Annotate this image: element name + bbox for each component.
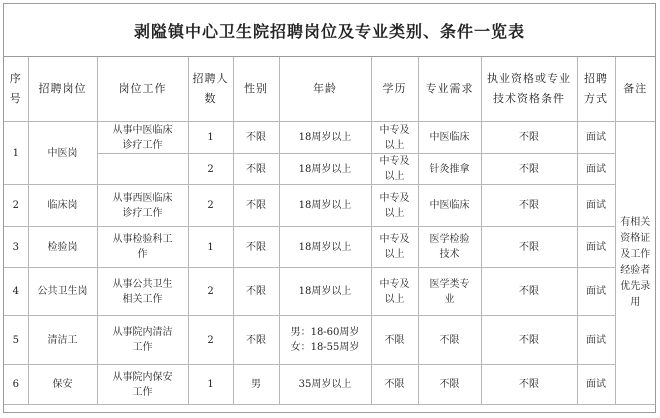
cell-gender: 不限 bbox=[233, 268, 279, 316]
header-method: 招聘方式 bbox=[577, 57, 615, 122]
cell-edu: 中专及以上 bbox=[371, 185, 418, 227]
cell-age: 18周岁以上 bbox=[279, 185, 371, 227]
table-row bbox=[4, 185, 655, 227]
cell-edu: 中专及以上 bbox=[371, 154, 418, 185]
recruitment-table bbox=[4, 57, 655, 405]
cell-duty: 从事院内清洁工作 bbox=[97, 316, 188, 365]
cell-edu: 不限 bbox=[371, 365, 418, 405]
cell-gender: 不限 bbox=[233, 227, 279, 268]
cell-major: 不限 bbox=[418, 316, 481, 365]
cell-qual: 不限 bbox=[481, 185, 577, 227]
cell-count: 1 bbox=[188, 365, 233, 405]
cell-age: 18周岁以上 bbox=[279, 227, 371, 268]
cell-major: 医学类专业 bbox=[418, 268, 481, 316]
header-remark: 备注 bbox=[615, 57, 655, 122]
cell-gender: 男 bbox=[233, 365, 279, 405]
cell-duty: 从事西医临床诊疗工作 bbox=[97, 185, 188, 227]
table-row bbox=[4, 154, 655, 185]
cell-count: 1 bbox=[188, 122, 233, 154]
cell-method: 面试 bbox=[577, 227, 615, 268]
cell-post: 公共卫生岗 bbox=[28, 268, 97, 316]
cell-method: 面试 bbox=[577, 185, 615, 227]
cell-method: 面试 bbox=[577, 365, 615, 405]
cell-method: 面试 bbox=[577, 268, 615, 316]
cell-remark: 有相关资格证及工作经验者优先录用 bbox=[615, 122, 655, 405]
cell-post: 保安 bbox=[28, 365, 97, 405]
cell-seq: 3 bbox=[4, 227, 28, 268]
cell-seq: 5 bbox=[4, 316, 28, 365]
cell-major: 医学检验技术 bbox=[418, 227, 481, 268]
cell-age: 男：18-60周岁 女：18-55周岁 bbox=[279, 316, 371, 365]
cell-method: 面试 bbox=[577, 316, 615, 365]
cell-seq: 1 bbox=[4, 122, 28, 185]
header-edu: 学历 bbox=[371, 57, 418, 122]
header-major: 专业需求 bbox=[418, 57, 481, 122]
cell-edu: 不限 bbox=[371, 316, 418, 365]
cell-qual: 不限 bbox=[481, 316, 577, 365]
cell-major: 不限 bbox=[418, 365, 481, 405]
table-row bbox=[4, 316, 655, 365]
table-row bbox=[4, 122, 655, 154]
cell-post: 检验岗 bbox=[28, 227, 97, 268]
header-qual: 执业资格或专业技术资格条件 bbox=[481, 57, 577, 122]
header-duty: 岗位工作 bbox=[97, 57, 188, 122]
cell-age: 18周岁以上 bbox=[279, 268, 371, 316]
cell-seq: 4 bbox=[4, 268, 28, 316]
cell-major: 针灸推拿 bbox=[418, 154, 481, 185]
header-row bbox=[4, 57, 655, 122]
table-row bbox=[4, 268, 655, 316]
cell-count: 1 bbox=[188, 227, 233, 268]
cell-gender: 不限 bbox=[233, 154, 279, 185]
cell-major: 中医临床 bbox=[418, 122, 481, 154]
cell-qual: 不限 bbox=[481, 227, 577, 268]
cell-age: 18周岁以上 bbox=[279, 154, 371, 185]
header-seq: 序号 bbox=[4, 57, 28, 122]
cell-gender: 不限 bbox=[233, 185, 279, 227]
header-count: 招聘人数 bbox=[188, 57, 233, 122]
table-row bbox=[4, 227, 655, 268]
cell-count: 2 bbox=[188, 154, 233, 185]
cell-method: 面试 bbox=[577, 154, 615, 185]
cell-count: 2 bbox=[188, 268, 233, 316]
cell-edu: 中专及以上 bbox=[371, 122, 418, 154]
cell-count: 2 bbox=[188, 185, 233, 227]
cell-qual: 不限 bbox=[481, 365, 577, 405]
cell-major: 中医临床 bbox=[418, 185, 481, 227]
cell-duty bbox=[97, 154, 188, 185]
table-row bbox=[4, 365, 655, 405]
recruitment-table-sheet bbox=[3, 3, 656, 413]
cell-duty: 从事公共卫生相关工作 bbox=[97, 268, 188, 316]
cell-age: 35周岁以上 bbox=[279, 365, 371, 405]
cell-edu: 中专及以上 bbox=[371, 268, 418, 316]
cell-duty: 从事中医临床诊疗工作 bbox=[97, 122, 188, 154]
cell-age: 18周岁以上 bbox=[279, 122, 371, 154]
cell-qual: 不限 bbox=[481, 268, 577, 316]
cell-method: 面试 bbox=[577, 122, 615, 154]
table-title: 剥隘镇中心卫生院招聘岗位及专业类别、条件一览表 bbox=[4, 4, 655, 57]
cell-post: 中医岗 bbox=[28, 122, 97, 185]
header-gender: 性别 bbox=[233, 57, 279, 122]
cell-duty: 从事院内保安工作 bbox=[97, 365, 188, 405]
cell-edu: 中专及以上 bbox=[371, 227, 418, 268]
cell-qual: 不限 bbox=[481, 154, 577, 185]
cell-count: 2 bbox=[188, 316, 233, 365]
header-age: 年龄 bbox=[279, 57, 371, 122]
cell-qual: 不限 bbox=[481, 122, 577, 154]
header-post: 招聘岗位 bbox=[28, 57, 97, 122]
cell-duty: 从事检验科工作 bbox=[97, 227, 188, 268]
cell-gender: 不限 bbox=[233, 122, 279, 154]
cell-seq: 6 bbox=[4, 365, 28, 405]
cell-post: 临床岗 bbox=[28, 185, 97, 227]
cell-seq: 2 bbox=[4, 185, 28, 227]
cell-post: 清洁工 bbox=[28, 316, 97, 365]
cell-gender: 不限 bbox=[233, 316, 279, 365]
